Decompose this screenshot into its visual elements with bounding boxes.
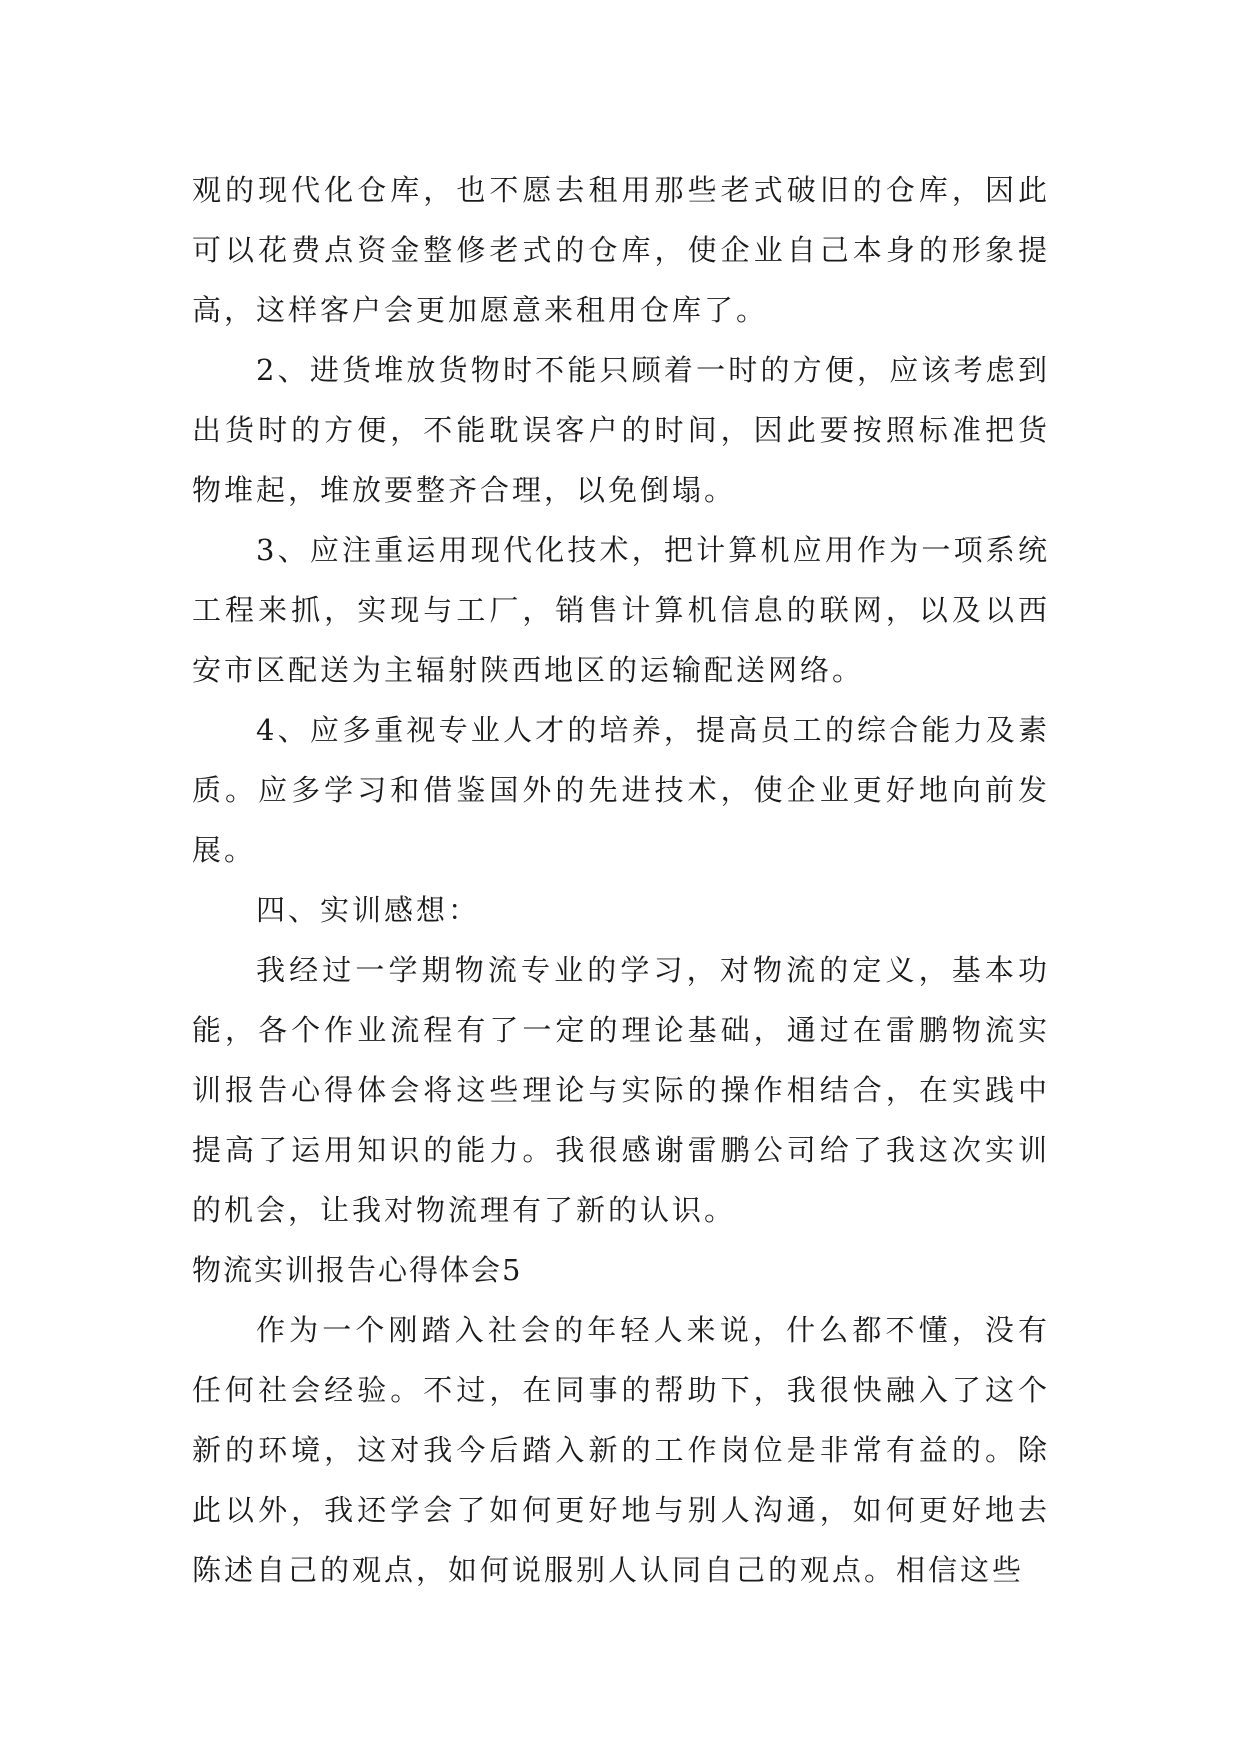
paragraph-point-2: 2、进货堆放货物时不能只顾着一时的方便，应该考虑到出货时的方便，不能耽误客户的时间，因此要按照标准把货物堆起，堆放要整齐合理，以免倒塌。 — [192, 353, 1050, 507]
paragraph-training-reflection: 我经过一学期物流专业的学习，对物流的定义，基本功能，各个作业流程有了一定的理论基础，通过在雷鹏物流实训报告心得体会将这些理论与实际的操作相结合，在实践中提高了运用知识的能力。我很感谢雷鹏公司给了我这次实训的机会，让我对物流理有了新的认识。 — [192, 953, 1050, 1227]
paragraph-warehouse-image: 观的现代化仓库，也不愿去租用那些老式破旧的仓库，因此可以花费点资金整修老式的仓库，使企业自己本身的形象提高，这样客户会更加愿意来租用仓库了。 — [192, 173, 1050, 327]
document-body — [192, 160, 1050, 1600]
section-title: 物流实训报告心得体会5 — [192, 1253, 523, 1287]
paragraph-point-3: 3、应注重运用现代化技术，把计算机应用作为一项系统工程来抓，实现与工厂，销售计算机信息的联网，以及以西安市区配送为主辐射陕西地区的运输配送网络。 — [192, 533, 1050, 687]
paragraph-section-four-heading: 四、实训感想： — [256, 893, 481, 927]
paragraph-point-4: 4、应多重视专业人才的培养，提高员工的综合能力及素质。应多学习和借鉴国外的先进技术，使企业更好地向前发展。 — [192, 713, 1050, 867]
paragraph-new-employee: 作为一个刚踏入社会的年轻人来说，什么都不懂，没有任何社会经验。不过，在同事的帮助下，我很快融入了这个新的环境，这对我今后踏入新的工作岗位是非常有益的。除此以外，我还学会了如何更好地与别人沟通，如何更好地去陈述自己的观点，如何说服别人认同自己的观点。相信这些 — [192, 1313, 1050, 1587]
